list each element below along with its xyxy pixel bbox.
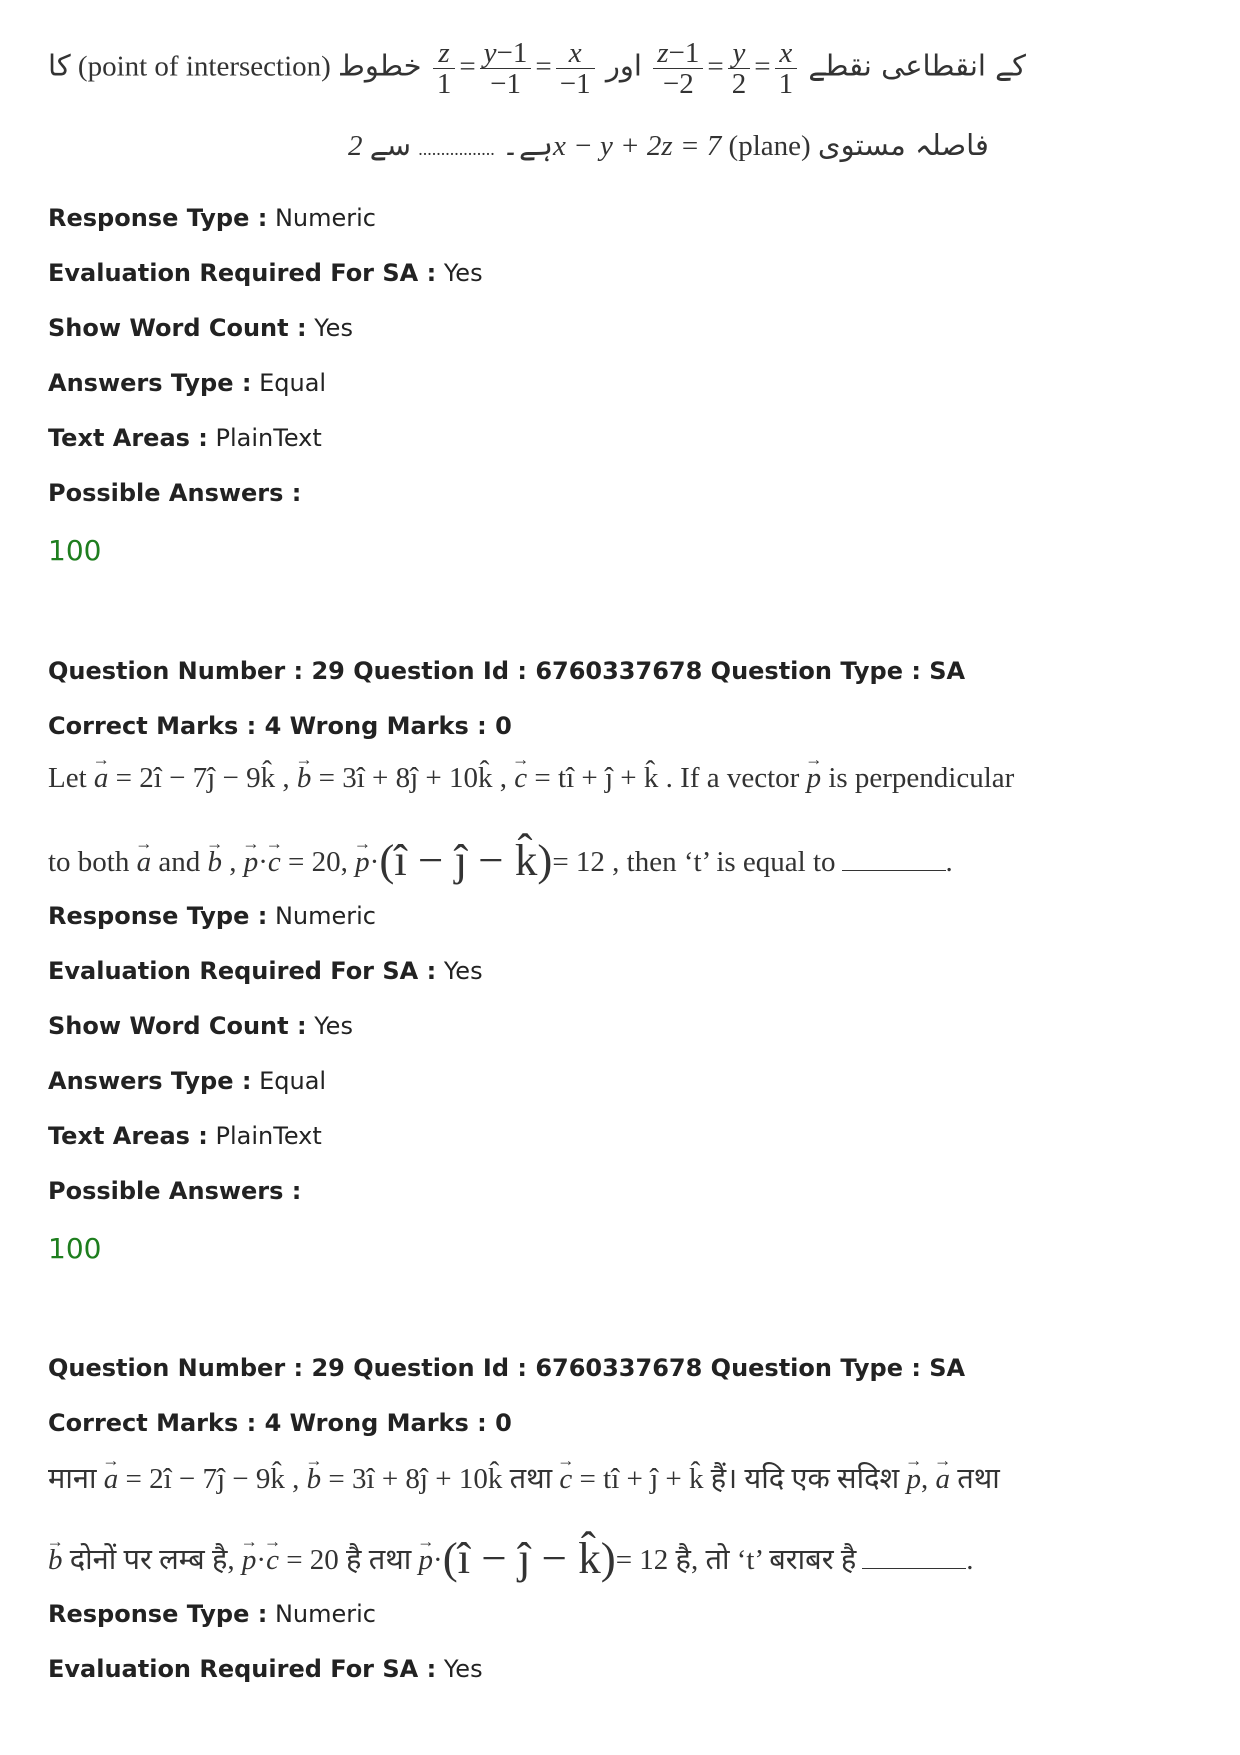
plane-equation: 2x − y + 2z = 7 [348,130,722,162]
fraction: $\frac{x}{1}$ [775,38,798,100]
plane-word: (plane) [728,130,811,162]
evaluation-required-field: Evaluation Required For SA : Yes [48,957,483,985]
vector-b: → b [307,1463,322,1496]
vector-c-def: = tî + ĵ + k̂ [579,1463,704,1495]
urdu-se: سے [369,128,412,162]
vector-b: → b [48,1544,63,1577]
response-type-field: Response Type : Numeric [48,902,376,930]
vector-p: → p [244,846,259,879]
vector-p: → p [906,1463,921,1496]
vector-b: → b [208,846,223,879]
ijk-expression: (î − ĵ − k̂) [442,1533,616,1583]
question-header: Question Number : 29 Question Id : 6760337678 Question Type : SA [48,657,966,685]
fraction: $\frac{z-1}{-2}$ [653,38,703,100]
vector-a-def: = 2î − 7ĵ − 9k̂ , [115,762,290,794]
fraction: $\frac{z}{1}$ [433,38,456,100]
ijk-expression: (î − ĵ − k̂) [379,835,553,885]
urdu-aur: اور [605,48,642,83]
vector-b-def: = 3î + 8ĵ + 10k̂ , [318,762,508,794]
tatha-word: तथा [957,1463,1000,1495]
vector-a-def: = 2î − 7ĵ − 9k̂ , [125,1463,300,1495]
answer-blank [842,870,946,871]
vector-p: → p [355,846,370,879]
mana-word: माना [48,1463,97,1495]
equals-12-text: = 12 , then ‘t’ is equal to [552,846,836,878]
urdu-intersection-point: کے انقطاعی نقطے [808,48,1026,83]
show-word-count-field: Show Word Count : Yes [48,1012,353,1040]
fraction: $\frac{x}{-1}$ [556,38,595,100]
let-word: Let [48,762,87,794]
vector-c: → c [559,1463,572,1496]
response-type-field: Response Type : Numeric [48,204,376,232]
vector-c-def: = tî + ĵ + k̂ . [534,762,673,794]
evaluation-required-field: Evaluation Required For SA : Yes [48,1655,483,1683]
question-header: Question Number : 29 Question Id : 6760337678 Question Type : SA [48,1354,966,1382]
urdu-khutoot: خطوط [338,48,422,83]
to-both-text: to both [48,846,130,878]
vector-a: → a [935,1463,950,1496]
q29-hi-body-line-1: माना → a = 2î − 7ĵ − 9k̂ , → b = 3î + 8ĵ + 10k̂ तथा → c = tî + ĵ + k̂ हैं। यदि एक सदिश → p, → a तथा [48,1458,1000,1497]
urdu-ka: کا [48,48,71,83]
q28-urdu-line-1: کا (point of intersection) کے انقطاعی نقطے $\frac{x}{1}$ = $\frac{y}{2}$ = $\frac{z-1}{-2}$ اور $\frac{x}{-1}$ = $\frac{y-1}{-1}$ = $\frac{z}{1}$ خطوط [48,37,1026,101]
vector-c: → c [266,1544,279,1577]
q29-en-body-line-1 [48,762,1014,795]
q29-en-body-line-2: to both → a and → b , → p·→ c = 20, → p·(î − ĵ − k̂)= 12 , then ‘t’ is equal to . [48,834,953,886]
possible-answer-value: 100 [48,534,102,567]
and-text: and [158,846,201,878]
marks-line: Correct Marks : 4 Wrong Marks : 0 [48,1409,512,1437]
text-areas-field: Text Areas : PlainText [48,1122,322,1150]
possible-answers-field: Possible Answers : [48,479,302,507]
possible-answers-field: Possible Answers : [48,1177,302,1205]
p-dot-c: = 20, [288,846,348,878]
text-areas-field: Text Areas : PlainText [48,424,322,452]
q28-urdu-line-2 [348,128,989,163]
response-type-field: Response Type : Numeric [48,1600,376,1628]
show-word-count-field: Show Word Count : Yes [48,314,353,342]
fraction: $\frac{y}{2}$ [728,38,751,100]
vector-p: → p [242,1544,257,1577]
urdu-hai: ہے۔ [502,128,554,162]
vector-p: → p [807,762,822,795]
perpendicular-text: दोनों पर लम्ब है, [69,1544,235,1576]
vector-b-def: = 3î + 8ĵ + 10k̂ [328,1463,503,1495]
urdu-distance-plane: فاصلہ مستوی [817,128,989,162]
answer-blank [862,1568,966,1569]
hain-text: हैं। यदि एक सदिश [710,1463,900,1495]
equals-12-text: = 12 है, तो ‘t’ बराबर है [615,1544,857,1576]
vector-b: → b [297,762,312,795]
answers-type-field: Answers Type : Equal [48,369,327,397]
is-perpendicular-text: is perpendicular [828,762,1015,794]
vector-c: → c [514,762,527,795]
point-of-intersection: (point of intersection) [77,50,331,83]
blank-dots: ................. [418,139,495,159]
marks-line: Correct Marks : 4 Wrong Marks : 0 [48,712,512,740]
p-dot-c: = 20 है तथा [286,1544,412,1576]
possible-answer-value: 100 [48,1232,102,1265]
if-vector-text: If a vector [680,762,800,794]
vector-c: → c [268,846,281,879]
vector-a: → a [104,1463,119,1496]
fraction: $\frac{y-1}{-1}$ [480,38,532,100]
evaluation-required-field: Evaluation Required For SA : Yes [48,259,483,287]
vector-p: → p [419,1544,434,1577]
q29-hi-body-line-2: → b दोनों पर लम्ब है, → p·→ c = 20 है तथा → p·(î − ĵ − k̂)= 12 है, तो ‘t’ बराबर है . [48,1532,973,1584]
answers-type-field: Answers Type : Equal [48,1067,327,1095]
tatha-word: तथा [509,1463,553,1495]
vector-a: → a [94,762,109,795]
vector-a: → a [137,846,152,879]
